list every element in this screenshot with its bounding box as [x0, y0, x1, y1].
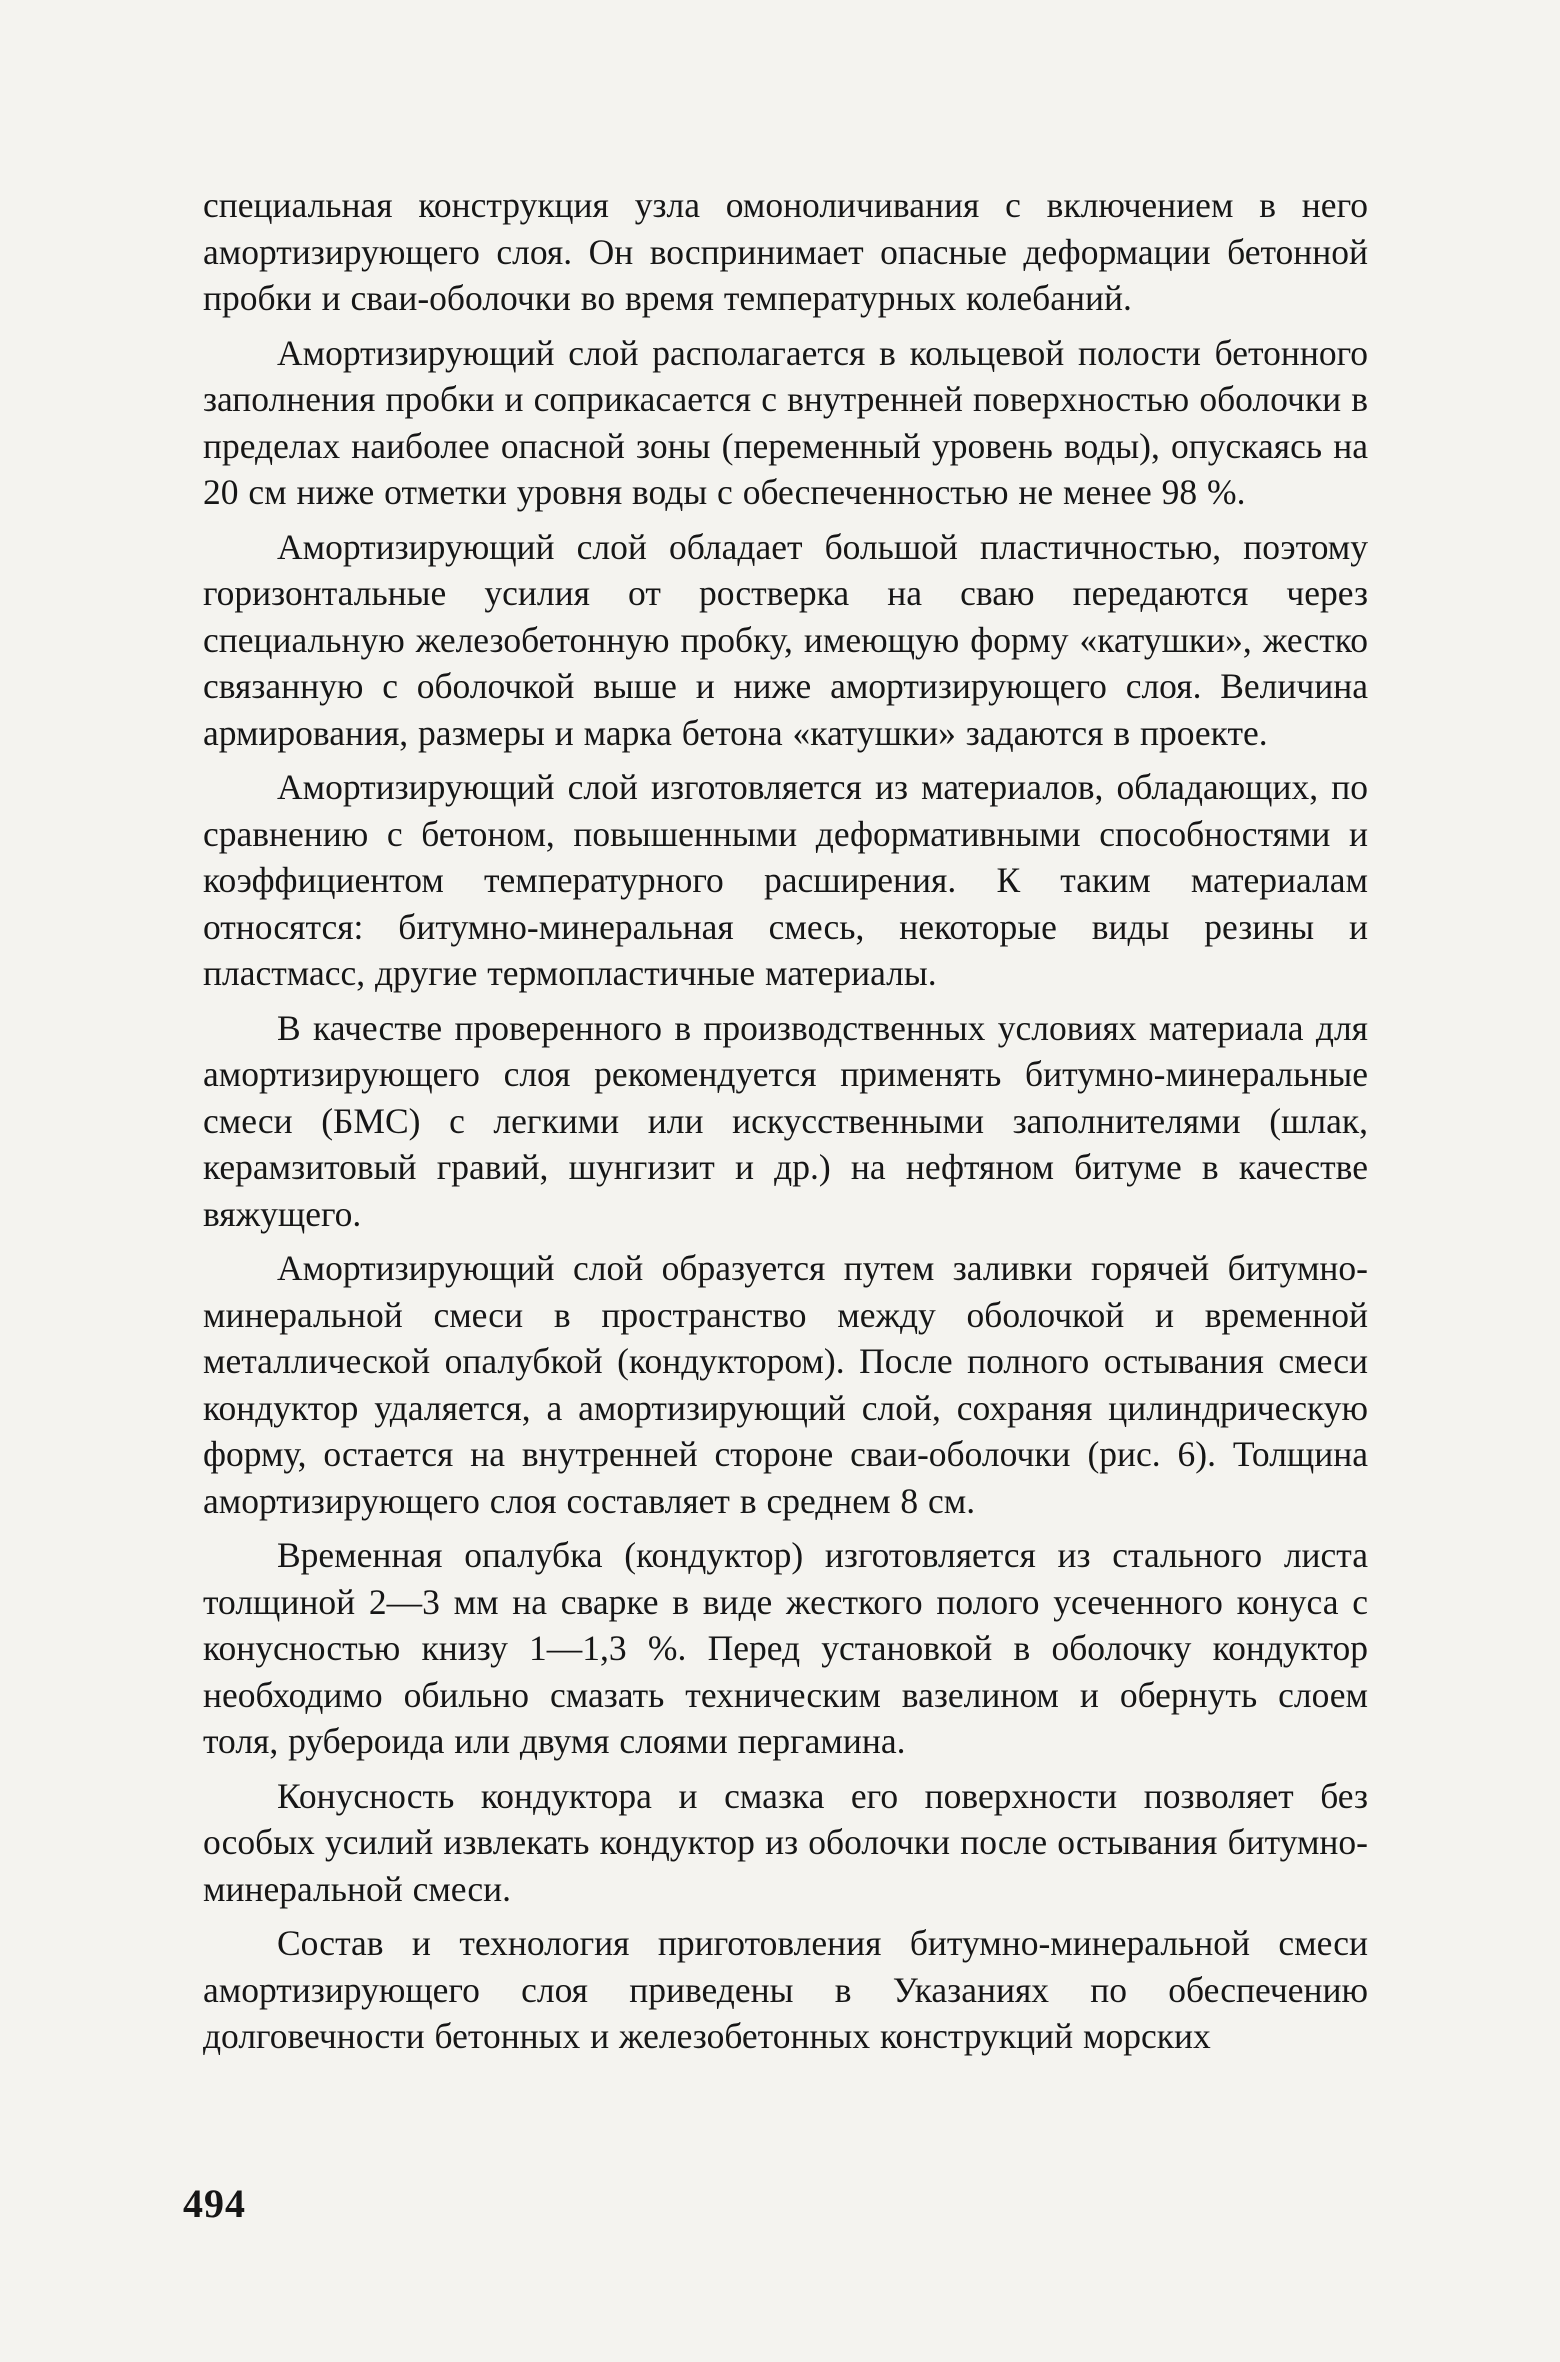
paragraph-1: специальная конструкция узла омоноличивания с включением в него амортизирующего слоя. Он воспринимает опасные деформации бетонной пробки и сваи-оболочки во время температурных колебаний. — [203, 185, 1368, 318]
page-number: 494 — [183, 2181, 246, 2226]
paragraph-3: Амортизирующий слой обладает большой пластичностью, поэтому горизонтальные усилия от ростверка на сваю передаются через специальную железобетонную пробку, имеющую форму «катушки», жестко связанную с оболочкой выше и ниже амортизирующего слоя. Величина армирования, размеры и марка бетона «катушки» задаются в проекте. — [203, 526, 1368, 753]
paragraph-4: Амортизирующий слой изготовляется из материалов, обладающих, по сравнению с бетоном, повышенными деформативными способностями и коэффициентом температурного расширения. К таким материалам относятся: битумно-минеральная смесь, некоторые виды резины и пластмасс, другие термопластичные материалы. — [203, 767, 1368, 993]
paragraph-2: Амортизирующий слой располагается в кольцевой полости бетонного заполнения пробки и соприкасается с внутренней поверхностью оболочки в пределах наиболее опасной зоны (переменный уровень воды), опускаясь на 20 см ниже отметки уровня воды с обеспеченностью не менее 98 %. — [203, 332, 1368, 512]
paragraph-8: Конусность кондуктора и смазка его поверхности позволяет без особых усилий извлекать кондуктор из оболочки после остывания битумно-минеральной смеси. — [203, 1775, 1368, 1909]
page-body — [203, 182, 1368, 2068]
paragraph-5: В качестве проверенного в производственных условиях материала для амортизирующего слоя рекомендуется применять битумно-минеральные смеси (БМС) с легкими или искусственными заполнителями (шлак, керамзитовый гравий, шунгизит и др.) на нефтяном битуме в качестве вяжущего. — [203, 1007, 1368, 1234]
paragraph-7: Временная опалубка (кондуктор) изготовляется из стального листа толщиной 2—3 мм на сварке в виде жесткого полого усеченного конуса с конусностью книзу 1—1,3 %. Перед установкой в оболочку кондуктор необходимо обильно смазать техническим вазелином и обернуть слоем толя, рубероида или двумя слоями пергамина. — [203, 1535, 1368, 1761]
paragraph-9: Состав и технология приготовления битумно-минеральной смеси амортизирующего слоя приведены в Указаниях по обеспечению долговечности бетонных и железобетонных конструкций морских — [203, 1923, 1368, 2056]
paragraph-6: Амортизирующий слой образуется путем заливки горячей битумно-минеральной смеси в пространство между оболочкой и временной металлической опалубкой (кондуктором). После полного остывания смеси кондуктор удаляется, а амортизирующий слой, сохраняя цилиндрическую форму, остается на внутренней стороне сваи-оболочки (рис. 6). Толщина амортизирующего слоя составляет в среднем 8 см. — [203, 1248, 1368, 1521]
